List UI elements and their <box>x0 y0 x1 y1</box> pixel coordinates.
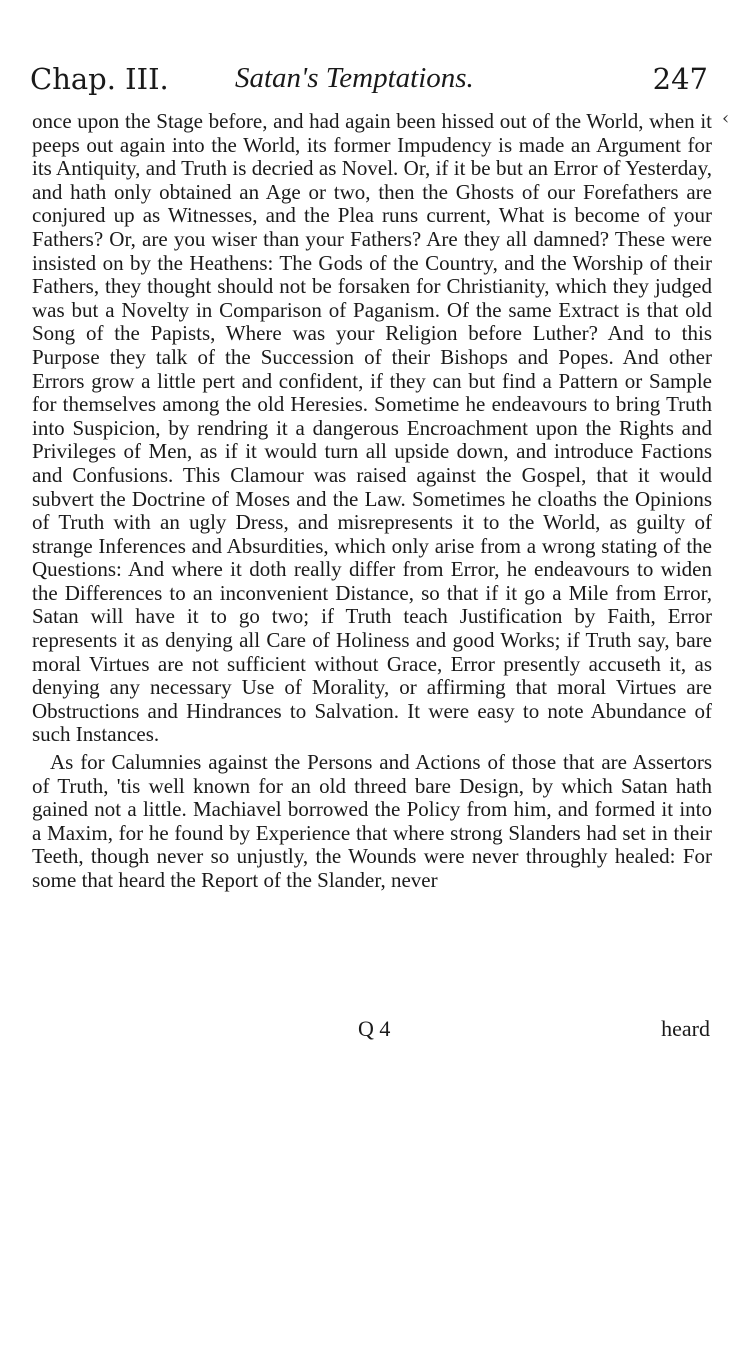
body-text <box>32 110 712 893</box>
page-footer <box>30 1016 710 1046</box>
paragraph-2: As for Calumnies against the Persons and Actions of those that are Assertors of Truth, 'tis well known for an old threed bare Design, by which Satan hath gained not a little. Machiavel borrowed the Policy from him, and formed it into a Maxim, for he found by Experience that where strong Slanders had set in their Teeth, though never so unjustly, the Wounds were never throughly healed: For some that heard the Report of the Slander, never <box>32 750 712 892</box>
paragraph-1: once upon the Stage before, and had again been hissed out of the World, when it peeps out again into the World, its former Impudency is made an Argument for its Antiquity, and Truth is decried as Novel. Or, if it be but an Error of Yesterday, and hath only obtained an Age or two, then the Ghosts of our Forefathers are conjured up as Witnesses, and the Plea runs current, What is become of your Fathers? Or, are you wiser than your Fathers? Are they all damned? These were insisted on by the Heathens: The Gods of the Country, and the Worship of their Fathers, they thought should not be forsaken for Christianity, which they judged was but a Novelty in Comparison of Paganism. Of the same Extract is that old Song of the Papists, Where was your Religion before Luther? And to this Purpose they talk of the Succession of their Bishops and Popes. And other Errors grow a little pert and confident, if they can but find a Pattern or Sample for themselves among the old Heresies. Sometime he endeavours to bring Truth into Suspicion, by rendring it a dangerous Encroachment upon the Rights and Privileges of Men, as if it would turn all upside down, and introduce Factions and Confusions. This Clamour was raised against the Gospel, that it would subvert the Doctrine of Moses and the Law. Sometimes he cloaths the Opinions of Truth with an ugly Dress, and misrepresents it to the World, as guilty of strange Inferences and Absurdities, which only arise from a wrong stating of the Questions: And where it doth really differ from Error, he endeavours to widen the Differences to an inconvenient Distance, so that if it go a Mile from Error, Satan will have it to go two; if Truth teach Justification by Faith, Error represents it as denying all Care of Holiness and good Works; if Truth say, bare moral Virtues are not sufficient without Grace, Error presently accuseth it, as denying any necessary Use of Morality, or affirming that moral Virtues are Obstructions and Hindrances to Salvation. It were easy to note Abundance of such Instances. <box>32 109 712 747</box>
running-title: Satan's Temptations. <box>235 62 474 94</box>
catchword: heard <box>661 1016 710 1041</box>
chapter-label: Chap. III. <box>30 62 169 96</box>
signature-mark: Q 4 <box>358 1016 391 1041</box>
margin-bracket-mark: ‹ <box>722 108 730 129</box>
page-header <box>30 62 720 102</box>
page-number: 247 <box>652 62 708 96</box>
